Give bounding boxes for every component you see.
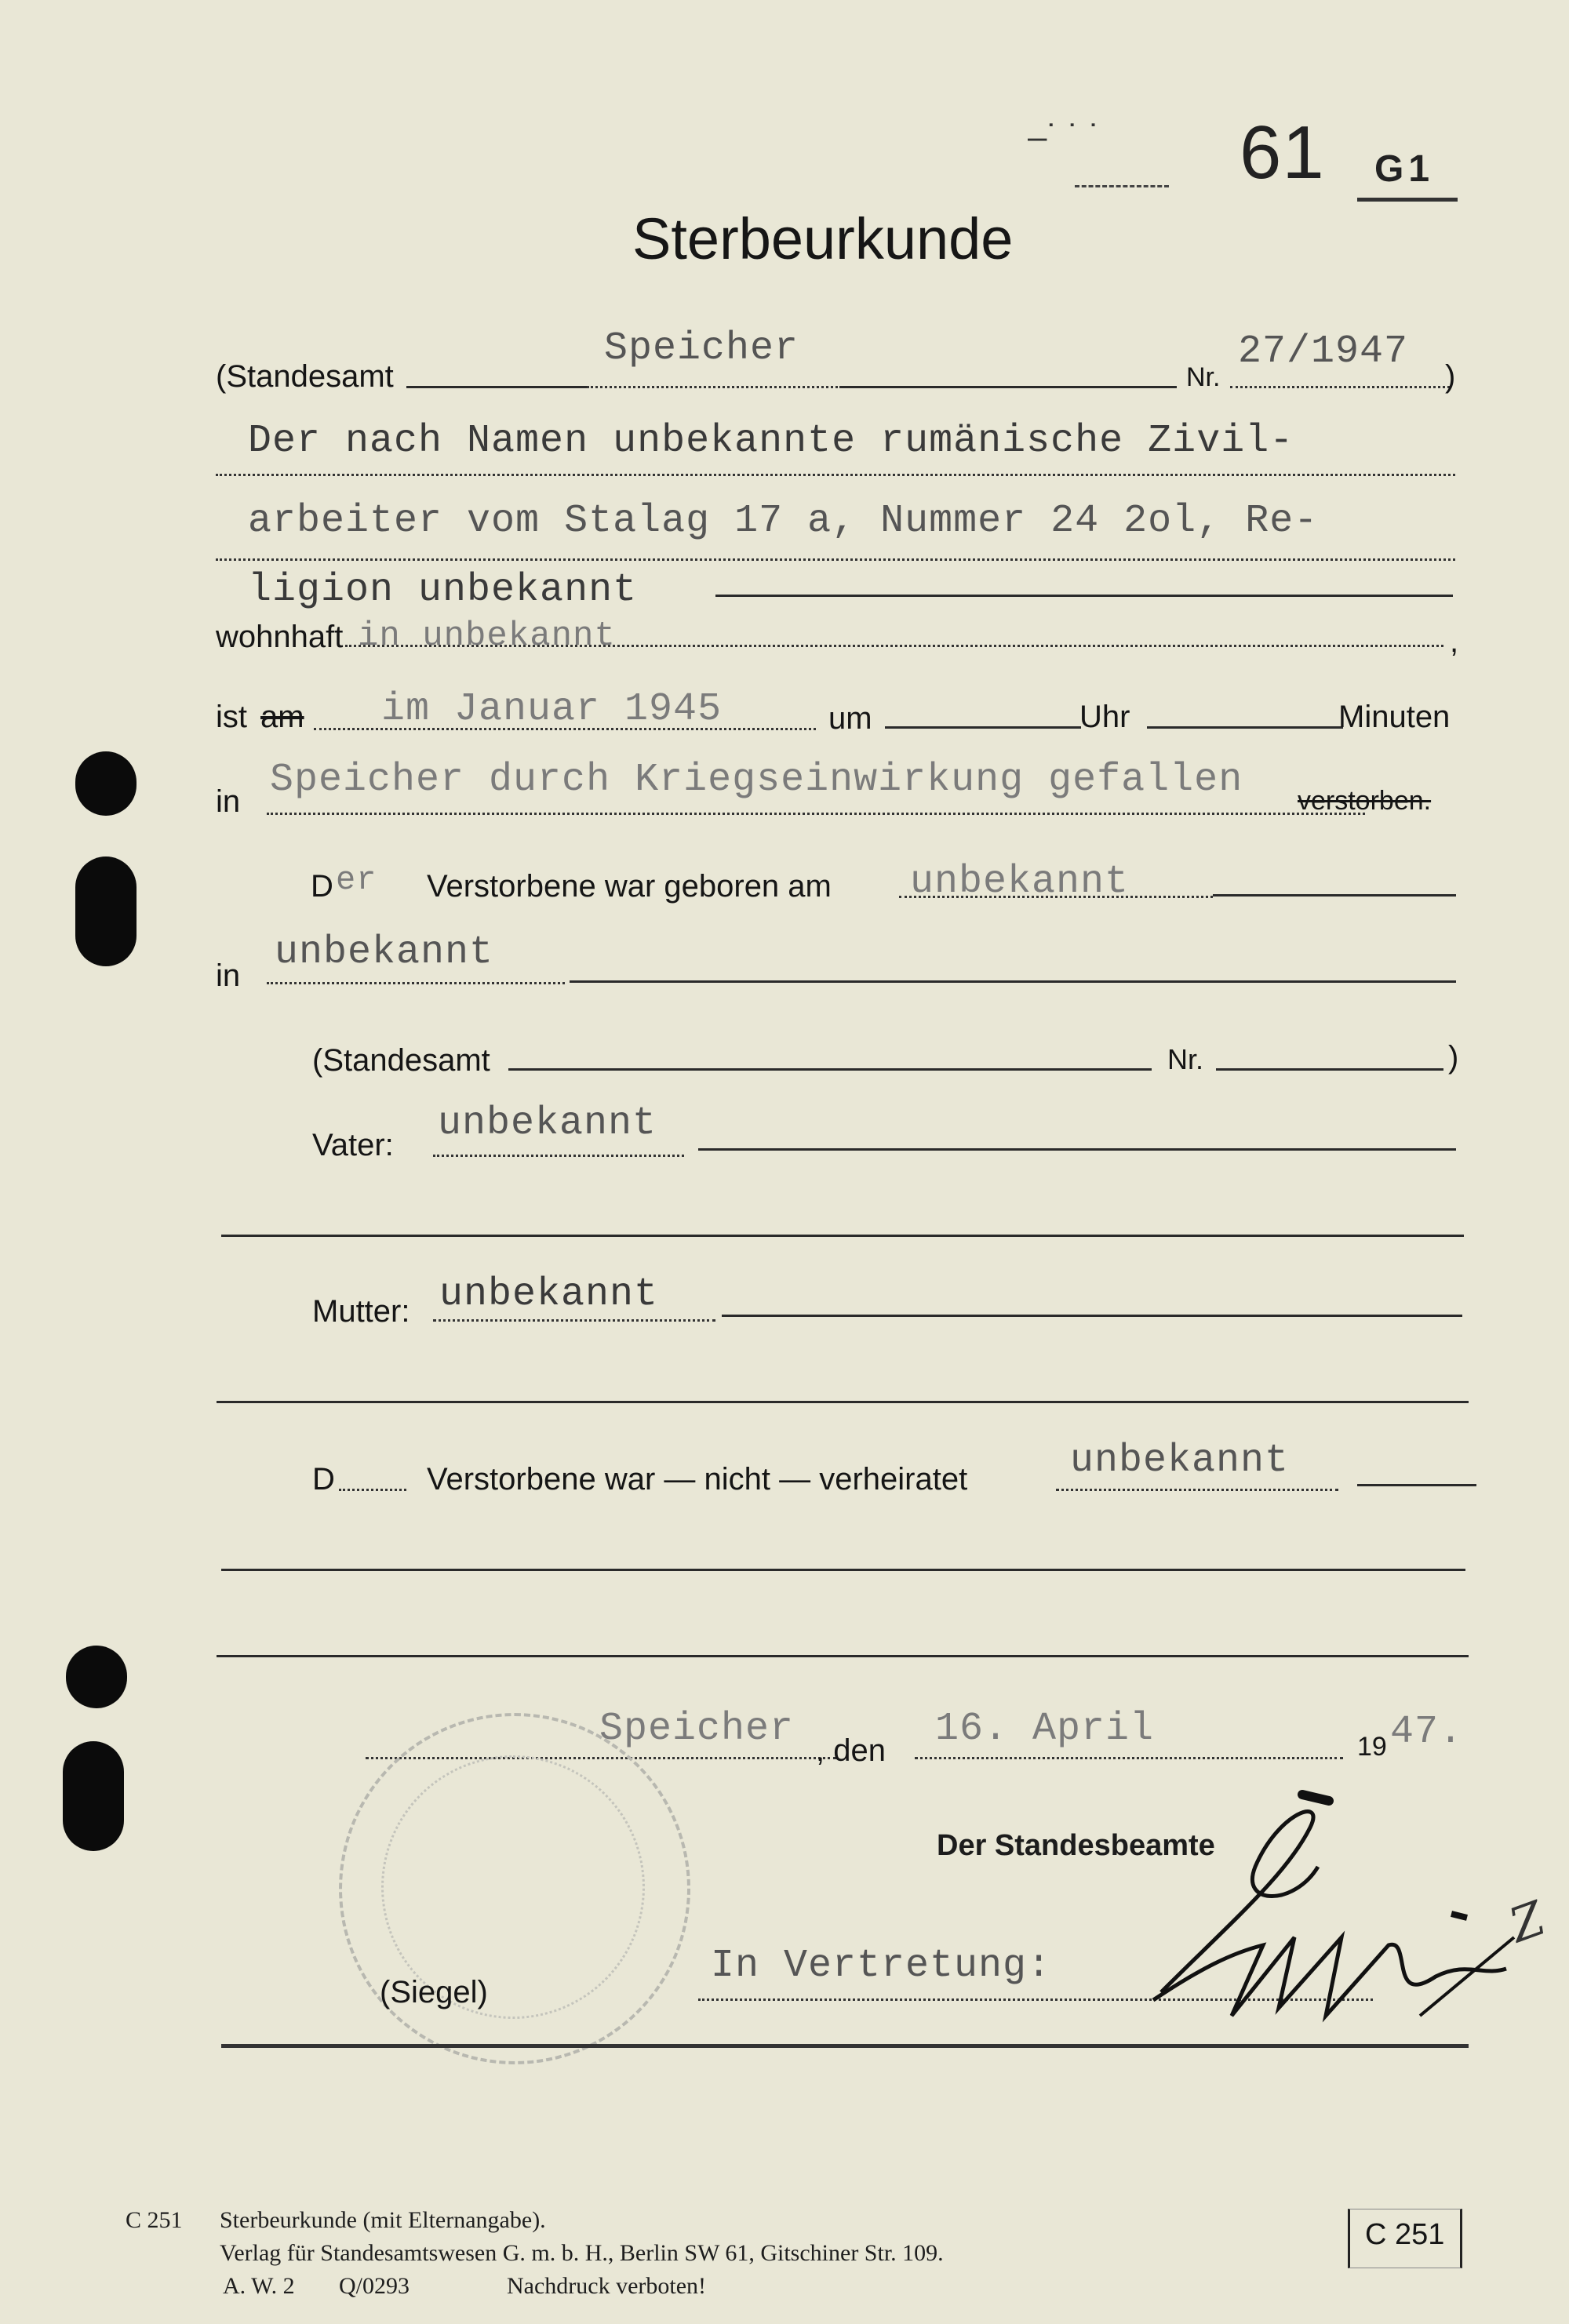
mutter-label: Mutter: <box>312 1294 410 1329</box>
residence-value: in unbekannt <box>358 616 616 656</box>
residence-comma: , <box>1450 624 1459 659</box>
mutter-second-line <box>217 1401 1469 1403</box>
death-minuten-label: Minuten <box>1338 700 1451 734</box>
person-line-1-dots <box>216 474 1455 476</box>
birth-d-suffix: er <box>336 861 377 899</box>
death-um-label: um <box>828 701 872 736</box>
vater-dots <box>433 1155 684 1157</box>
footer-form-title: Sterbeurkunde (mit Elternangabe). <box>220 2207 546 2233</box>
footer-aw: A. W. 2 <box>223 2273 295 2299</box>
birth-nr-label: Nr. <box>1167 1043 1204 1075</box>
registry-office: Speicher <box>604 326 799 371</box>
footer-q-code: Q/0293 <box>339 2273 410 2299</box>
punch-hole-top <box>75 751 137 816</box>
marital-second-line <box>221 1569 1465 1571</box>
footer-box-code: C 251 <box>1365 2218 1445 2251</box>
birth-nr-line <box>1216 1068 1443 1071</box>
birth-suffix: ) <box>1448 1040 1459 1075</box>
registry-prefix: (Standesamt <box>216 359 394 394</box>
birth-text: Verstorbene war geboren am <box>427 869 832 904</box>
death-am-struck: am <box>260 700 304 734</box>
header-dashes: –˙ ˙ ˙ <box>1028 118 1101 156</box>
margin-mark: Z <box>1502 1890 1553 1955</box>
vater-value: unbekannt <box>438 1101 657 1146</box>
signing-den-label: , den <box>816 1733 886 1768</box>
punch-hole-upper-double <box>75 856 137 966</box>
person-line-2: arbeiter vom Stalag 17 a, Nummer 24 2ol, Re- <box>248 499 1319 544</box>
birth-standesamt-label: (Standesamt <box>312 1043 490 1078</box>
signing-year-suffix: 47. <box>1390 1710 1464 1755</box>
reference-code-underline <box>1357 198 1458 202</box>
death-place-dots <box>267 813 1365 815</box>
registry-line-right <box>839 386 1177 388</box>
birth-d-label: D <box>311 869 333 904</box>
vater-label: Vater: <box>312 1128 394 1162</box>
signing-place: Speicher <box>599 1707 795 1751</box>
page-title: Sterbeurkunde <box>632 206 1014 271</box>
mutter-value: unbekannt <box>439 1272 659 1317</box>
birth-place-line <box>570 980 1456 983</box>
birth-place-value: unbekannt <box>275 930 494 975</box>
registry-line-left <box>406 386 587 388</box>
birth-date-value: unbekannt <box>910 860 1130 904</box>
footer-publisher: Verlag für Standesamtswesen G. m. b. H., Berlin SW 61, Gitschiner Str. 109. <box>220 2240 944 2266</box>
birth-date-line <box>1213 894 1456 897</box>
reference-number: 61 <box>1240 111 1325 195</box>
signing-date-dots <box>915 1757 1343 1759</box>
mutter-dots <box>433 1319 715 1322</box>
death-minute-line <box>1147 726 1343 729</box>
siegel-label: (Siegel) <box>380 1975 488 2009</box>
birth-in-label: in <box>216 958 241 993</box>
punch-hole-bottom-double <box>63 1741 124 1851</box>
marital-line <box>1357 1484 1476 1486</box>
person-line-3-rule <box>715 595 1453 597</box>
dotted-marks <box>1075 185 1169 187</box>
death-in-label: in <box>216 784 241 819</box>
person-line-2-dots <box>216 558 1455 561</box>
registry-dots <box>587 386 838 388</box>
person-line-1: Der nach Namen unbekannte rumänische Zivil- <box>248 419 1294 464</box>
marital-value: unbekannt <box>1070 1438 1290 1483</box>
marital-text: Verstorbene war — nicht — verheiratet <box>427 1462 968 1497</box>
reference-code: G1 <box>1374 148 1435 190</box>
signature-base-line <box>221 2044 1469 2048</box>
handwritten-signature <box>1138 1780 1545 2031</box>
marital-third-line <box>217 1655 1469 1657</box>
mutter-line <box>722 1315 1462 1317</box>
registry-nr-label: Nr. <box>1186 362 1221 392</box>
standesbeamte-label: Der Standesbeamte <box>937 1829 1215 1862</box>
registry-nr-dots <box>1230 386 1450 388</box>
registry-nr-value: 27/1947 <box>1238 329 1409 374</box>
residence-label: wohnhaft <box>216 620 344 654</box>
vertretung-label: In Vertretung: <box>711 1944 1052 1988</box>
death-ist-label: ist <box>216 700 247 734</box>
birth-place-dots <box>267 982 565 984</box>
person-line-3: ligion unbekannt <box>248 568 638 613</box>
registry-suffix: ) <box>1445 359 1456 394</box>
footer-notice: Nachdruck verboten! <box>507 2273 707 2299</box>
death-uhr-label: Uhr <box>1079 700 1130 734</box>
vater-line <box>698 1148 1456 1151</box>
footer-form-code: C 251 <box>126 2207 183 2233</box>
death-verstorben-label: verstorben. <box>1298 786 1432 816</box>
marital-d-label: D <box>312 1462 335 1497</box>
death-date-value: im Januar 1945 <box>381 687 723 732</box>
residence-dots <box>345 645 1443 647</box>
marital-d-dots <box>339 1489 406 1491</box>
signing-year-prefix: 19 <box>1357 1732 1387 1762</box>
signing-date: 16. April <box>935 1707 1155 1751</box>
punch-hole-lower <box>66 1646 127 1708</box>
birth-standesamt-line <box>508 1068 1152 1071</box>
death-hour-line <box>885 726 1081 729</box>
vater-second-line <box>221 1235 1464 1237</box>
death-place-value: Speicher durch Kriegseinwirkung gefallen <box>270 758 1243 802</box>
marital-dots <box>1056 1489 1338 1491</box>
